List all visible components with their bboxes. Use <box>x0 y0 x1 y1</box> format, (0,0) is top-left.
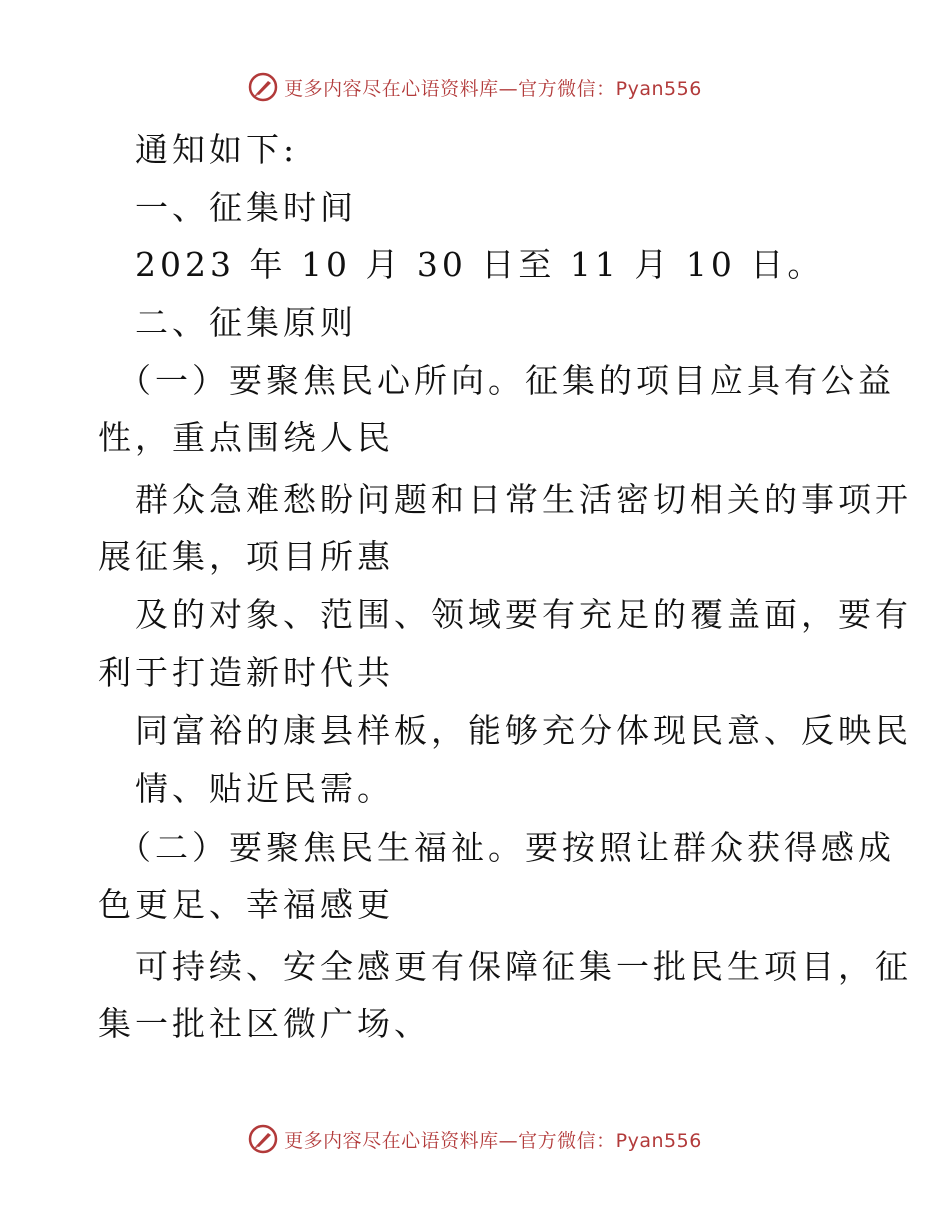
text-line: 可持续、安全感更有保障征集一批民生项目，征 <box>135 947 912 986</box>
text-line: 及的对象、范围、领域要有充足的覆盖面，要有 <box>135 595 912 634</box>
text-line: 性，重点围绕人民 <box>98 418 394 457</box>
section-heading: 一、征集时间 <box>135 188 357 227</box>
text-line: 展征集，项目所惠 <box>98 537 394 576</box>
text-line: 情、贴近民需。 <box>135 769 394 808</box>
text-line: 2023 年 10 月 30 日至 11 月 10 日。 <box>135 245 825 284</box>
text-line: 利于打造新时代共 <box>98 653 394 692</box>
text-line: 色更足、幸福感更 <box>98 885 394 924</box>
quill-pen-icon <box>248 72 278 102</box>
header-watermark <box>0 72 950 102</box>
text-line: 集一批社区微广场、 <box>98 1004 431 1043</box>
text-line: （一）要聚焦民心所向。征集的项目应具有公益 <box>118 361 895 400</box>
section-heading: 二、征集原则 <box>135 303 357 342</box>
text-line: 同富裕的康县样板，能够充分体现民意、反映民 <box>135 711 912 750</box>
text-line: 通知如下: <box>135 130 299 169</box>
quill-pen-icon <box>248 1124 278 1154</box>
text-line: （二）要聚焦民生福祉。要按照让群众获得感成 <box>118 828 895 867</box>
watermark-text: 更多内容尽在心语资料库—官方微信：Pyan556 <box>284 77 702 100</box>
text-line: 群众急难愁盼问题和日常生活密切相关的事项开 <box>135 480 912 519</box>
footer-watermark <box>0 1124 950 1154</box>
watermark-text: 更多内容尽在心语资料库—官方微信：Pyan556 <box>284 1129 702 1152</box>
